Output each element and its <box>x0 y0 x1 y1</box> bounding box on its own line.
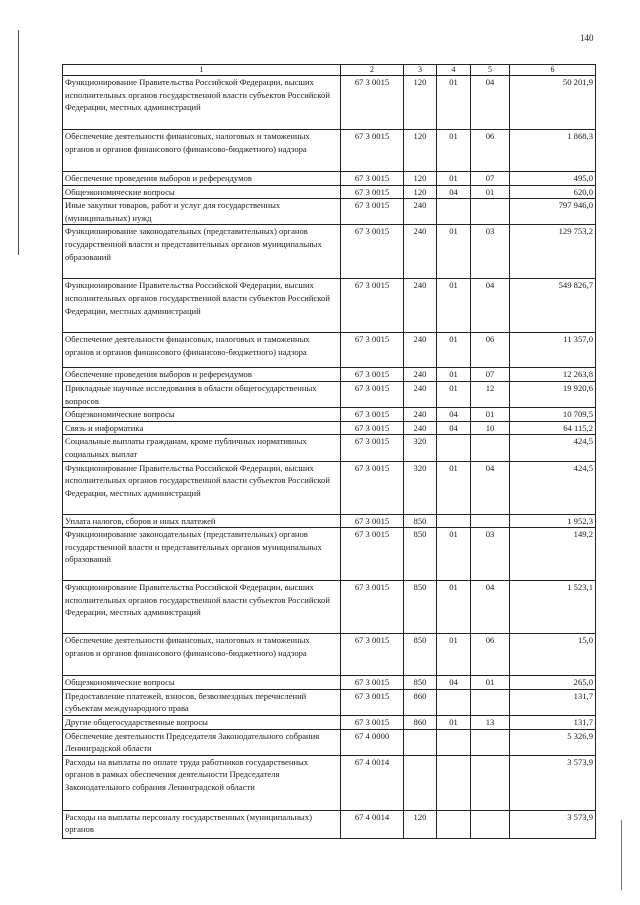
table-row <box>63 676 596 690</box>
row-rz-cell: 01 <box>437 381 471 407</box>
row-amount-cell: 495,0 <box>510 172 596 186</box>
row-name-cell: Иные закупки товаров, работ и услуг для государственных (муниципальных) нужд <box>63 199 341 225</box>
row-pr-cell: 07 <box>471 368 510 382</box>
row-csr-cell: 67 3 0015 <box>341 185 404 199</box>
row-amount-cell: 12 263,8 <box>510 368 596 382</box>
row-csr-cell: 67 3 0015 <box>341 581 404 634</box>
table-header-row <box>63 65 596 76</box>
table-row <box>63 689 596 715</box>
table-row <box>63 634 596 676</box>
row-name-cell: Расходы на выплаты по оплате труда работников государственных органов в рамках обеспечения деятельности Председателя Законодательного собрания Ленинградской области <box>63 755 341 810</box>
row-amount-cell: 11 357,0 <box>510 333 596 368</box>
row-amount-cell: 149,2 <box>510 528 596 581</box>
column-header: 5 <box>471 65 510 76</box>
row-name-cell: Функционирование Правительства Российской Федерации, высших исполнительных органов государственной власти субъектов Российской Федерации, местных администраций <box>63 461 341 514</box>
row-vr-cell: 240 <box>404 199 437 225</box>
row-amount-cell: 424,5 <box>510 461 596 514</box>
row-pr-cell: 13 <box>471 715 510 729</box>
row-csr-cell: 67 3 0015 <box>341 172 404 186</box>
row-amount-cell: 15,0 <box>510 634 596 676</box>
row-pr-cell <box>471 810 510 838</box>
row-vr-cell: 320 <box>404 461 437 514</box>
row-amount-cell: 620,0 <box>510 185 596 199</box>
row-vr-cell: 240 <box>404 408 437 422</box>
row-vr-cell: 120 <box>404 172 437 186</box>
row-name-cell: Связь и информатика <box>63 421 341 435</box>
row-name-cell: Обеспечение деятельности Председателя Законодательного собрания Ленинградской области <box>63 729 341 755</box>
row-name-cell: Функционирование Правительства Российской Федерации, высших исполнительных органов государственной власти субъектов Российской Федерации, местных администраций <box>63 581 341 634</box>
table-row <box>63 130 596 172</box>
row-vr-cell: 120 <box>404 810 437 838</box>
row-csr-cell: 67 3 0015 <box>341 279 404 333</box>
column-header: 6 <box>510 65 596 76</box>
row-name-cell: Общеэкономические вопросы <box>63 676 341 690</box>
row-pr-cell: 01 <box>471 185 510 199</box>
row-vr-cell: 240 <box>404 279 437 333</box>
scan-edge-line-right <box>621 820 622 890</box>
table-row <box>63 279 596 333</box>
row-pr-cell: 04 <box>471 279 510 333</box>
row-csr-cell: 67 3 0015 <box>341 461 404 514</box>
row-name-cell: Обеспечение деятельности финансовых, налоговых и таможенных органов и органов финансового (финансово-бюджетного) надзора <box>63 333 341 368</box>
row-pr-cell <box>471 755 510 810</box>
row-rz-cell <box>437 435 471 461</box>
scan-edge-line-left <box>18 30 19 255</box>
row-csr-cell: 67 3 0015 <box>341 333 404 368</box>
row-name-cell: Функционирование Правительства Российской Федерации, высших исполнительных органов государственной власти субъектов Российской Федерации, местных администраций <box>63 279 341 333</box>
row-pr-cell: 04 <box>471 581 510 634</box>
table-row <box>63 461 596 514</box>
table-row <box>63 514 596 528</box>
row-vr-cell: 120 <box>404 185 437 199</box>
row-name-cell: Расходы на выплаты персоналу государственных (муниципальных) органов <box>63 810 341 838</box>
row-vr-cell: 120 <box>404 130 437 172</box>
row-rz-cell: 01 <box>437 715 471 729</box>
row-rz-cell: 04 <box>437 408 471 422</box>
table-row <box>63 421 596 435</box>
row-rz-cell: 01 <box>437 368 471 382</box>
row-csr-cell: 67 4 0000 <box>341 729 404 755</box>
row-amount-cell: 797 946,0 <box>510 199 596 225</box>
row-vr-cell: 240 <box>404 333 437 368</box>
table-row <box>63 755 596 810</box>
row-csr-cell: 67 3 0015 <box>341 76 404 130</box>
row-amount-cell: 64 115,2 <box>510 421 596 435</box>
row-amount-cell: 131,7 <box>510 715 596 729</box>
row-amount-cell: 3 573,9 <box>510 810 596 838</box>
row-pr-cell: 04 <box>471 461 510 514</box>
page-number: 140 <box>580 33 594 43</box>
row-vr-cell: 850 <box>404 581 437 634</box>
column-header: 3 <box>404 65 437 76</box>
row-pr-cell: 12 <box>471 381 510 407</box>
row-pr-cell <box>471 729 510 755</box>
row-rz-cell <box>437 729 471 755</box>
row-name-cell: Социальные выплаты гражданам, кроме публичных нормативных социальных выплат <box>63 435 341 461</box>
row-csr-cell: 67 3 0015 <box>341 689 404 715</box>
row-rz-cell <box>437 514 471 528</box>
column-header: 2 <box>341 65 404 76</box>
row-vr-cell: 850 <box>404 676 437 690</box>
row-name-cell: Обеспечение проведения выборов и референдумов <box>63 172 341 186</box>
row-vr-cell: 850 <box>404 528 437 581</box>
row-name-cell: Общеэкономические вопросы <box>63 185 341 199</box>
row-amount-cell: 19 920,6 <box>510 381 596 407</box>
row-vr-cell: 320 <box>404 435 437 461</box>
row-pr-cell <box>471 514 510 528</box>
row-rz-cell: 01 <box>437 528 471 581</box>
row-amount-cell: 1 868,3 <box>510 130 596 172</box>
row-csr-cell: 67 3 0015 <box>341 715 404 729</box>
row-vr-cell <box>404 729 437 755</box>
row-rz-cell <box>437 810 471 838</box>
row-rz-cell: 01 <box>437 333 471 368</box>
row-csr-cell: 67 3 0015 <box>341 408 404 422</box>
table-row <box>63 172 596 186</box>
row-pr-cell: 07 <box>471 172 510 186</box>
row-csr-cell: 67 3 0015 <box>341 130 404 172</box>
table-row <box>63 408 596 422</box>
budget-table <box>62 64 596 839</box>
row-rz-cell: 01 <box>437 634 471 676</box>
row-pr-cell: 06 <box>471 130 510 172</box>
budget-table-body <box>63 65 596 839</box>
row-pr-cell: 01 <box>471 676 510 690</box>
row-vr-cell: 860 <box>404 689 437 715</box>
row-rz-cell: 01 <box>437 76 471 130</box>
row-pr-cell <box>471 199 510 225</box>
column-header: 4 <box>437 65 471 76</box>
row-amount-cell: 1 523,1 <box>510 581 596 634</box>
table-row <box>63 333 596 368</box>
row-vr-cell: 850 <box>404 514 437 528</box>
row-pr-cell: 03 <box>471 528 510 581</box>
row-vr-cell: 240 <box>404 368 437 382</box>
table-row <box>63 715 596 729</box>
row-amount-cell: 5 326,9 <box>510 729 596 755</box>
row-csr-cell: 67 3 0015 <box>341 634 404 676</box>
row-rz-cell: 04 <box>437 421 471 435</box>
row-name-cell: Обеспечение проведения выборов и референдумов <box>63 368 341 382</box>
row-vr-cell: 120 <box>404 76 437 130</box>
row-csr-cell: 67 3 0015 <box>341 199 404 225</box>
row-name-cell: Функционирование законодательных (представительных) органов государственной власти и представительных органов муниципальных образований <box>63 528 341 581</box>
row-rz-cell <box>437 199 471 225</box>
table-row <box>63 729 596 755</box>
table-row <box>63 185 596 199</box>
row-amount-cell: 265,0 <box>510 676 596 690</box>
row-name-cell: Обеспечение деятельности финансовых, налоговых и таможенных органов и органов финансового (финансово-бюджетного) надзора <box>63 634 341 676</box>
row-csr-cell: 67 3 0015 <box>341 225 404 279</box>
row-pr-cell: 01 <box>471 408 510 422</box>
row-amount-cell: 1 952,3 <box>510 514 596 528</box>
table-row <box>63 528 596 581</box>
row-name-cell: Функционирование законодательных (представительных) органов государственной власти и представительных органов муниципальных образований <box>63 225 341 279</box>
table-row <box>63 581 596 634</box>
row-pr-cell: 10 <box>471 421 510 435</box>
table-row <box>63 225 596 279</box>
row-pr-cell: 06 <box>471 333 510 368</box>
row-vr-cell: 240 <box>404 421 437 435</box>
row-csr-cell: 67 3 0015 <box>341 381 404 407</box>
row-vr-cell: 850 <box>404 634 437 676</box>
row-csr-cell: 67 4 0014 <box>341 755 404 810</box>
row-rz-cell: 01 <box>437 130 471 172</box>
row-vr-cell <box>404 755 437 810</box>
row-name-cell: Другие общегосударственные вопросы <box>63 715 341 729</box>
row-rz-cell: 01 <box>437 225 471 279</box>
table-row <box>63 199 596 225</box>
row-vr-cell: 240 <box>404 381 437 407</box>
table-row <box>63 368 596 382</box>
table-row <box>63 435 596 461</box>
row-amount-cell: 10 709,5 <box>510 408 596 422</box>
row-csr-cell: 67 3 0015 <box>341 421 404 435</box>
table-row <box>63 810 596 838</box>
row-amount-cell: 549 826,7 <box>510 279 596 333</box>
table-row <box>63 381 596 407</box>
row-csr-cell: 67 3 0015 <box>341 676 404 690</box>
row-name-cell: Уплата налогов, сборов и иных платежей <box>63 514 341 528</box>
row-csr-cell: 67 3 0015 <box>341 514 404 528</box>
row-rz-cell: 01 <box>437 581 471 634</box>
row-amount-cell: 50 201,9 <box>510 76 596 130</box>
row-amount-cell: 131,7 <box>510 689 596 715</box>
row-rz-cell: 04 <box>437 676 471 690</box>
row-csr-cell: 67 4 0014 <box>341 810 404 838</box>
row-rz-cell: 01 <box>437 279 471 333</box>
row-pr-cell <box>471 435 510 461</box>
row-amount-cell: 424,5 <box>510 435 596 461</box>
row-name-cell: Предоставление платежей, взносов, безвозмездных перечислений субъектам международного права <box>63 689 341 715</box>
row-rz-cell <box>437 755 471 810</box>
row-rz-cell <box>437 689 471 715</box>
row-vr-cell: 240 <box>404 225 437 279</box>
row-amount-cell: 3 573,9 <box>510 755 596 810</box>
row-pr-cell <box>471 689 510 715</box>
row-pr-cell: 03 <box>471 225 510 279</box>
column-header: 1 <box>63 65 341 76</box>
table-row <box>63 76 596 130</box>
row-name-cell: Обеспечение деятельности финансовых, налоговых и таможенных органов и органов финансового (финансово-бюджетного) надзора <box>63 130 341 172</box>
row-amount-cell: 129 753,2 <box>510 225 596 279</box>
row-rz-cell: 01 <box>437 172 471 186</box>
row-vr-cell: 860 <box>404 715 437 729</box>
row-name-cell: Функционирование Правительства Российской Федерации, высших исполнительных органов государственной власти субъектов Российской Федерации, местных администраций <box>63 76 341 130</box>
row-name-cell: Прикладные научные исследования в области общегосударственных вопросов <box>63 381 341 407</box>
row-pr-cell: 04 <box>471 76 510 130</box>
row-csr-cell: 67 3 0015 <box>341 528 404 581</box>
row-name-cell: Общеэкономические вопросы <box>63 408 341 422</box>
row-rz-cell: 04 <box>437 185 471 199</box>
row-pr-cell: 06 <box>471 634 510 676</box>
row-csr-cell: 67 3 0015 <box>341 368 404 382</box>
row-csr-cell: 67 3 0015 <box>341 435 404 461</box>
row-rz-cell: 01 <box>437 461 471 514</box>
